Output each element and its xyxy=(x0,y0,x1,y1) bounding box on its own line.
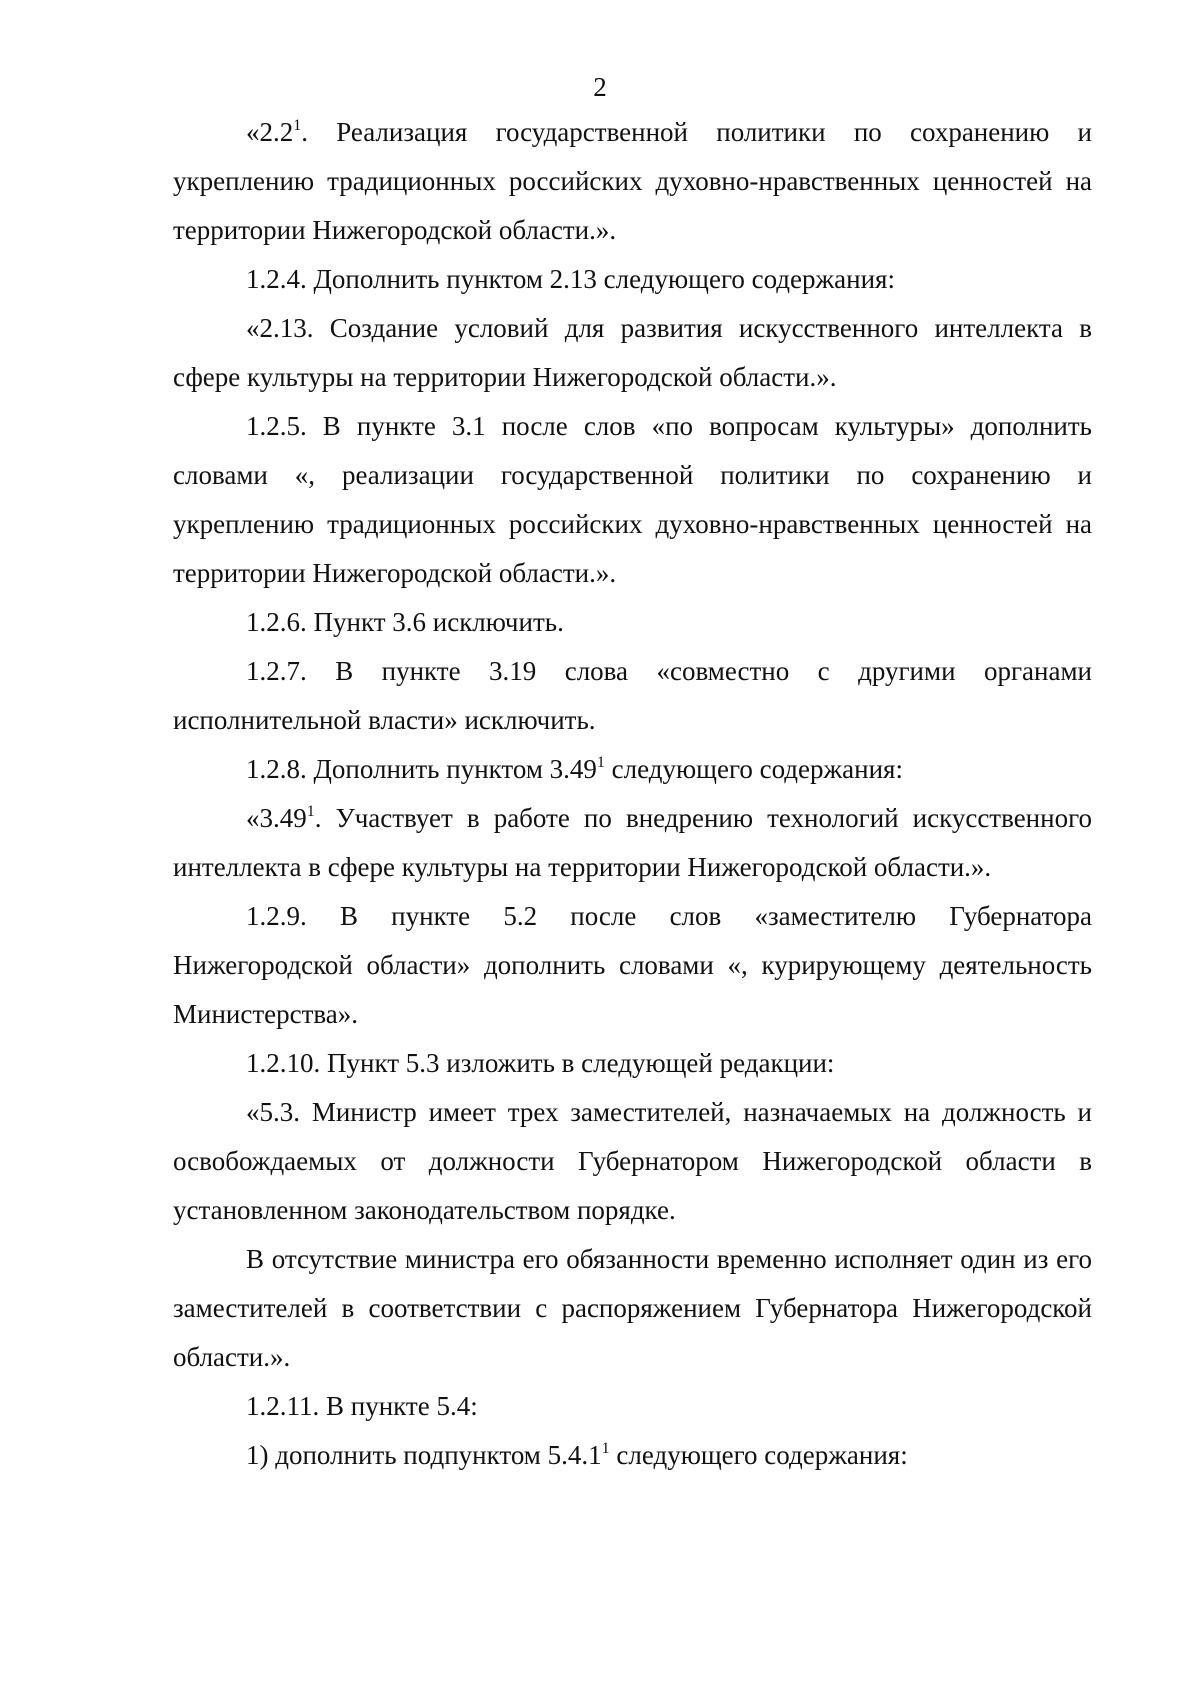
paragraph-text: 1.2.8. Дополнить пунктом 3.49 xyxy=(246,754,597,784)
paragraph-text: «5.3. Министр имеет трех заместителей, назначаемых на должность и освобождаемых от должности Губернатором Нижегородской области в установленном законодательством порядке. xyxy=(173,1097,1092,1225)
paragraph-1-2-8 xyxy=(173,745,1092,794)
paragraph-text: «2.2 xyxy=(246,117,294,147)
paragraph-1-2-10 xyxy=(173,1039,1092,1088)
paragraph-subpoint-1 xyxy=(173,1431,1092,1480)
paragraph-1-2-11 xyxy=(173,1382,1092,1431)
paragraph-text: . Участвует в работе по внедрению технологий искусственного интеллекта в сфере культуры на территории Нижегородской области.». xyxy=(173,803,1092,882)
paragraph-absence xyxy=(173,1235,1092,1382)
paragraph-5-3 xyxy=(173,1088,1092,1235)
paragraph-2-2-1 xyxy=(173,108,1092,255)
paragraph-text: 1.2.7. В пункте 3.19 слова «совместно с другими органами исполнительной власти» исключить. xyxy=(173,656,1092,735)
paragraph-text: 1.2.11. В пункте 5.4: xyxy=(246,1391,478,1421)
paragraph-text: следующего содержания: xyxy=(609,1440,908,1470)
paragraph-text: 1) дополнить подпунктом 5.4.1 xyxy=(246,1440,602,1470)
superscript: 1 xyxy=(293,116,302,134)
paragraph-1-2-7 xyxy=(173,647,1092,745)
paragraph-3-49-1 xyxy=(173,794,1092,892)
paragraph-text: 1.2.10. Пункт 5.3 изложить в следующей редакции: xyxy=(246,1048,835,1078)
superscript: 1 xyxy=(601,1439,610,1457)
paragraph-text: 1.2.6. Пункт 3.6 исключить. xyxy=(246,607,564,637)
paragraph-text: следующего содержания: xyxy=(604,754,903,784)
paragraph-text: «3.49 xyxy=(246,803,307,833)
superscript: 1 xyxy=(306,802,315,820)
paragraph-2-13 xyxy=(173,304,1092,402)
paragraph-text: . Реализация государственной политики по сохранению и укреплению традиционных российских духовно-нравственных ценностей на территории Нижегородской области.». xyxy=(173,117,1092,245)
document-body xyxy=(173,108,1092,1480)
paragraph-1-2-5 xyxy=(173,402,1092,598)
paragraph-1-2-9 xyxy=(173,892,1092,1039)
paragraph-text: 1.2.9. В пункте 5.2 после слов «заместителю Губернатора Нижегородской области» дополнить словами «, курирующему деятельность Министерства». xyxy=(173,901,1092,1029)
paragraph-1-2-4 xyxy=(173,255,1092,304)
superscript: 1 xyxy=(596,753,605,771)
page-number: 2 xyxy=(593,72,607,102)
paragraph-1-2-6 xyxy=(173,598,1092,647)
paragraph-text: «2.13. Создание условий для развития искусственного интеллекта в сфере культуры на территории Нижегородской области.». xyxy=(173,313,1092,392)
paragraph-text: 1.2.4. Дополнить пунктом 2.13 следующего содержания: xyxy=(246,264,895,294)
paragraph-text: 1.2.5. В пункте 3.1 после слов «по вопросам культуры» дополнить словами «, реализации государственной политики по сохранению и укреплению традиционных российских духовно-нравственных ценностей на территории Нижегородской области.». xyxy=(173,411,1092,588)
paragraph-text: В отсутствие министра его обязанности временно исполняет один из его заместителей в соответствии с распоряжением Губернатора Нижегородской области.». xyxy=(173,1244,1092,1372)
